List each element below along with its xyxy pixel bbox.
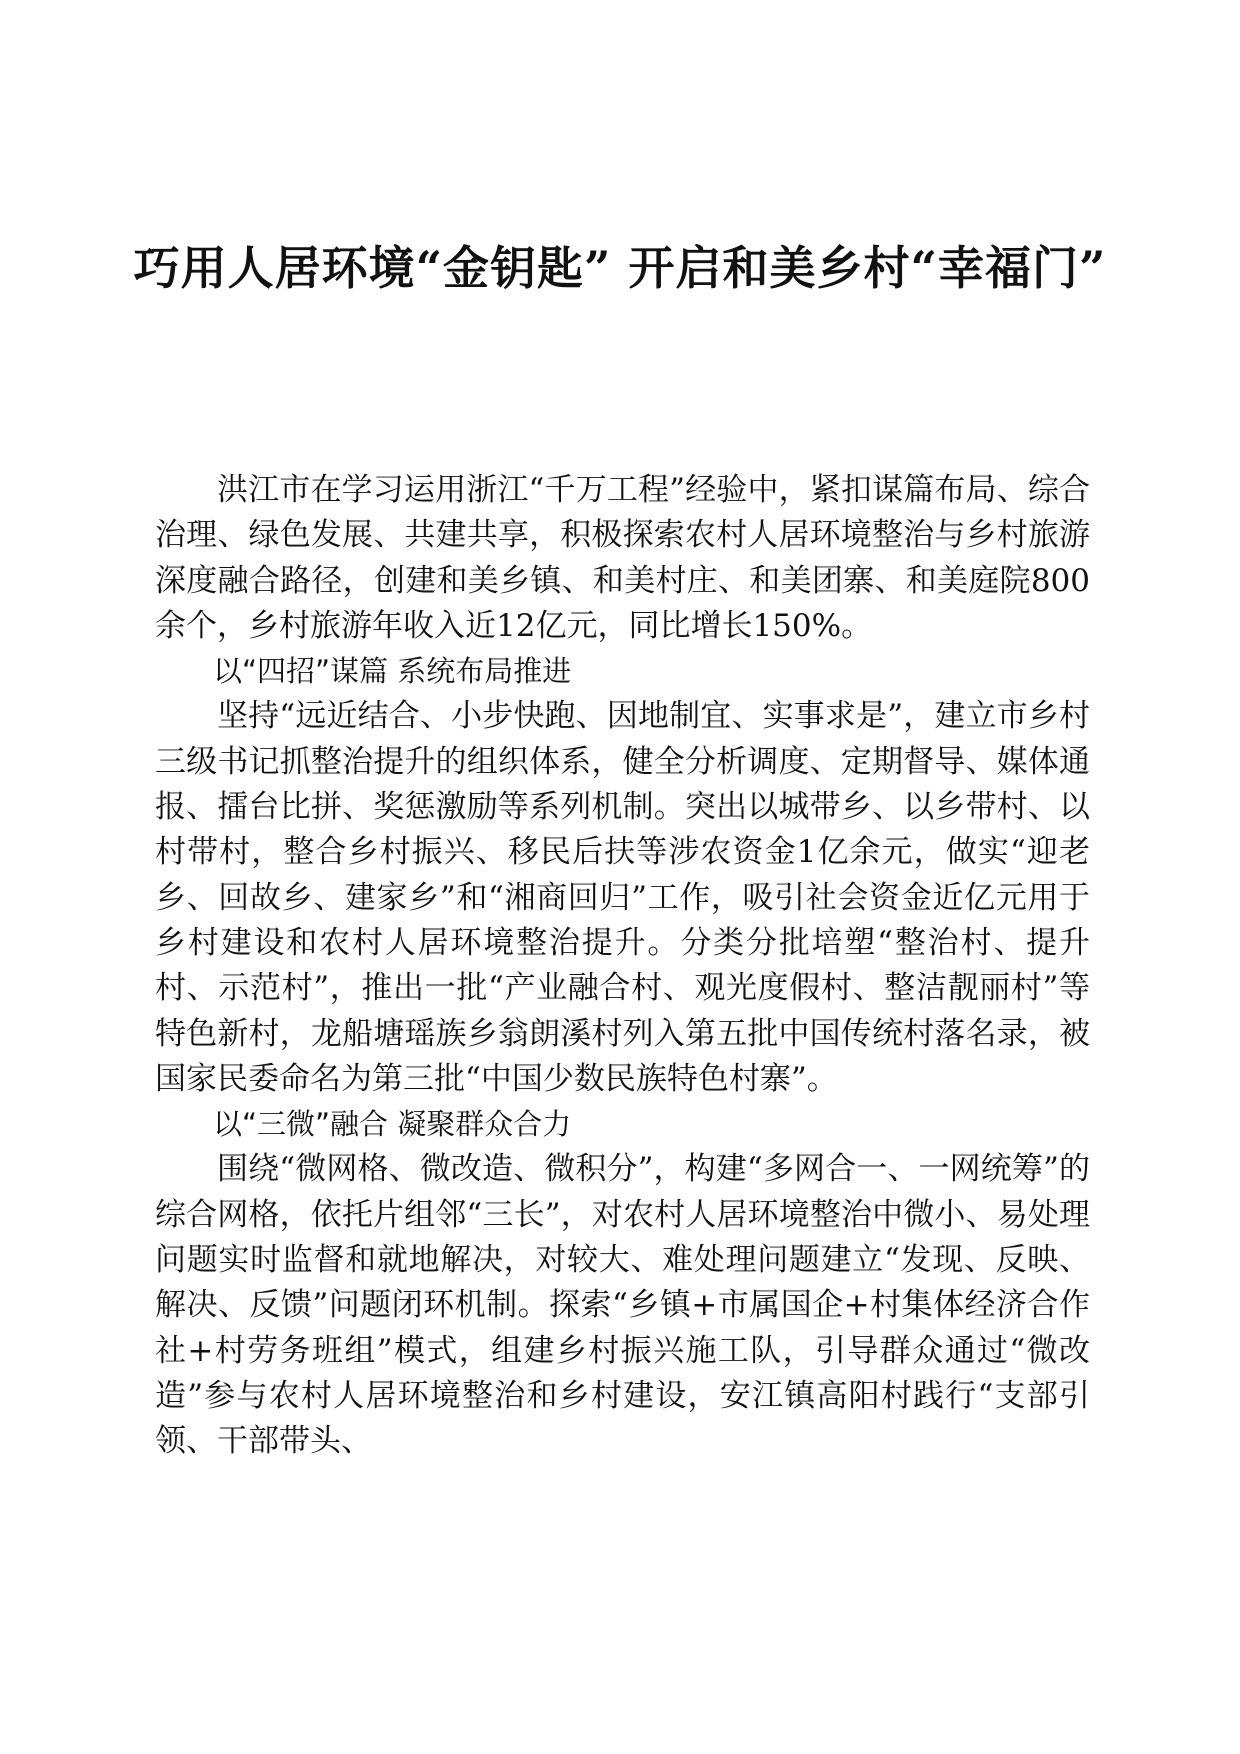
section-heading-four-moves: 以“四招”谋篇 系统布局推进 [213, 654, 572, 689]
paragraph-section-one: 坚持“远近结合、小步快跑、因地制宜、实事求是”，建立市乡村三级书记抓整治提升的组织体系，健全分析调度、定期督导、媒体通报、擂台比拼、奖惩激励等系列机制。突出以城带乡、以乡带村、以村带村，整合乡村振兴、移民后扶等涉农资金1亿余元，做实“迎老乡、回故乡、建家乡”和“湘商回归”工作，吸引社会资金近亿元用于乡村建设和农村人居环境整治提升。分类分批培塑“整治村、提升村、示范村”，推出一批“产业融合村、观光度假村、整洁靓丽村”等特色新村，龙船塘瑶族乡翁朗溪村列入第五批中国传统村落名录，被国家民委命名为第三批“中国少数民族特色村寨”。 [155, 698, 1090, 1097]
document-body [155, 468, 1090, 1465]
document-title: 巧用人居环境“金钥匙” 开启和美乡村“幸福门” [133, 241, 1107, 295]
paragraph-intro: 洪江市在学习运用浙江“千万工程”经验中，紧扣谋篇布局、综合治理、绿色发展、共建共享，积极探索农村人居环境整治与乡村旅游深度融合路径，创建和美乡镇、和美村庄、和美团寨、和美庭院800余个，乡村旅游年收入近12亿元，同比增长150%。 [155, 472, 1090, 644]
paragraph-section-two: 围绕“微网格、微改造、微积分”，构建“多网合一、一网统筹”的综合网格，依托片组邻“三长”，对农村人居环境整治中微小、易处理问题实时监督和就地解决，对较大、难处理问题建立“发现、反映、解决、反馈”问题闭环机制。探索“乡镇+市属国企+村集体经济合作社+村劳务班组”模式，组建乡村振兴施工队，引导群众通过“微改造”参与农村人居环境整治和乡村建设，安江镇高阳村践行“支部引领、干部带头、 [155, 1151, 1090, 1460]
section-heading-three-micro: 以“三微”融合 凝聚群众合力 [213, 1107, 572, 1142]
